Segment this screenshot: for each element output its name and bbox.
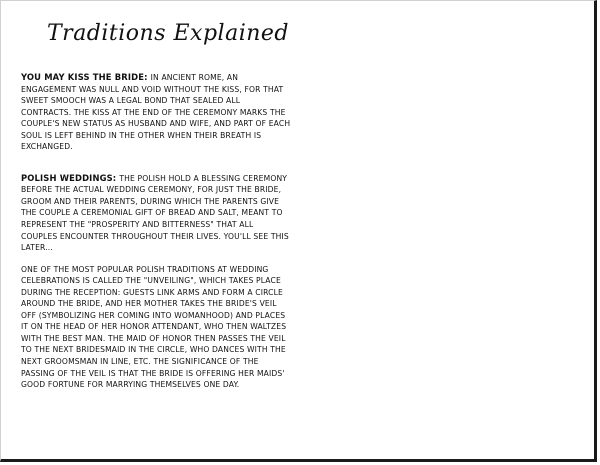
paragraph-polish-weddings	[21, 173, 291, 254]
paragraph-text: IN ANCIENT ROME, AN ENGAGEMENT WAS NULL AND VOID WITHOUT THE KISS, FOR THAT SWEET SMOOCH WAS A LEGAL BOND THAT SEALED ALL CONTRACTS. THE KISS AT THE END OF THE CEREMONY MARKS THE COUPLE'S NEW STATUS AS HUSBAND AND WIFE, AND PART OF EACH SOUL IS LEFT BEHIND IN THE OTHER WHEN THEIR BREATH IS EXCHANGED.	[21, 73, 291, 152]
page-title: Traditions Explained	[47, 21, 290, 46]
paragraph-unveiling	[21, 264, 291, 391]
paragraph-kiss-the-bride	[21, 72, 291, 153]
paragraph-lead: YOU MAY KISS THE BRIDE:	[21, 72, 151, 82]
paragraph-text: ONE OF THE MOST POPULAR POLISH TRADITIONS AT WEDDING CELEBRATIONS IS CALLED THE "UNVEILING", WHICH TAKES PLACE DURING THE RECEPTION: GUESTS LINK ARMS AND FORM A CIRCLE AROUND THE BRIDE, AND HER MOTHER TAKES THE BRIDE'S VEIL OFF (SYMBOLIZING HER COMING INTO WOMANHOOD) AND PLACES IT ON THE HEAD OF HER HONOR ATTENDANT, WHO THEN WALTZES WITH THE BEST MAN. THE MAID OF HONOR THEN PASSES THE VEIL TO THE NEXT BRIDESMAID IN THE CIRCLE, WHO DANCES WITH THE NEXT GROOMSMAN IN LINE, ETC. THE SIGNIFICANCE OF THE PASSING OF THE VEIL IS THAT THE BRIDE IS OFFERING HER MAIDS' GOOD FORTUNE FOR MARRYING THEMSELVES ONE DAY.	[21, 264, 287, 390]
article-body	[21, 72, 291, 391]
paragraph-lead: POLISH WEDDINGS:	[21, 172, 120, 183]
paragraph-text: THE POLISH HOLD A BLESSING CEREMONY BEFORE THE ACTUAL WEDDING CEREMONY, FOR JUST THE BRIDE, GROOM AND THEIR PARENTS, DURING WHICH THE PARENTS GIVE THE COUPLE A CEREMONIAL GIFT OF BREAD AND SALT, MEANT TO REPRESENT THE "PROSPERITY AND BITTERNESS" THAT ALL COUPLES ENCOUNTER THROUGHOUT THEIR LIVES. YOU'LL SEE THIS LATER...	[21, 173, 289, 253]
